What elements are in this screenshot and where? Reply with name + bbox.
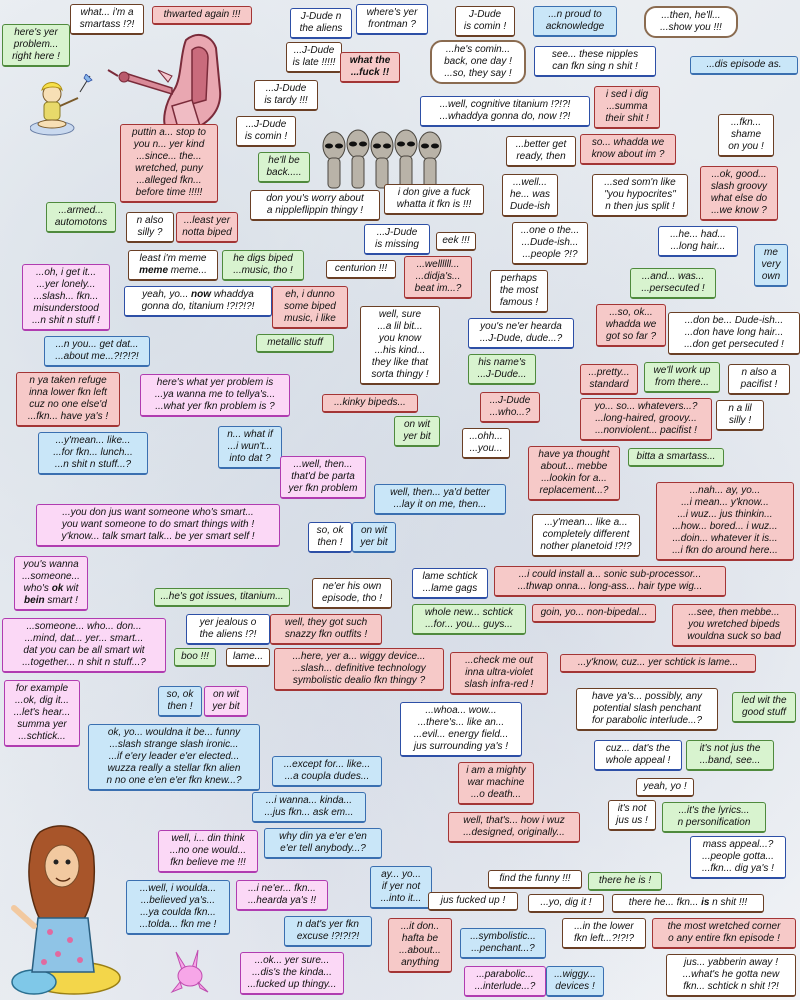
speech-bubble: ...someone... who... don... ...mind, dat... yer... smart... dat you can be all smart wit ...together... n shit n stuff...? <box>2 618 166 673</box>
speech-bubble: ...don be... Dude-ish... ...don have long hair... ...don get persecuted ! <box>668 312 800 355</box>
speech-bubble: ...y'mean... like a... completely different nother planetoid !?!? <box>532 514 640 557</box>
speech-bubble: ...pretty... standard <box>580 364 638 395</box>
speech-bubble: ...J-Dude is late !!!!! <box>286 42 342 73</box>
speech-bubble: ok, yo... wouldna it be... funny ...slash strange slash ironic... ...if e'ery leader e'er elected... wuzza really a stellar fkn alien n no one e'en e'er fkn knew...? <box>88 724 260 791</box>
speech-bubble: boo !!! <box>174 648 216 667</box>
speech-bubble: ...i could install a... sonic sub-processor... ...thwap onna... long-ass... hair type wig... <box>494 566 726 597</box>
speech-bubble: n also silly ? <box>126 212 174 243</box>
speech-bubble: jus fucked up ! <box>428 892 518 911</box>
speech-bubble: have ya's... possibly, any potential slash penchant for parabolic interlude...? <box>576 688 718 731</box>
speech-bubble: ...wiggy... devices ! <box>546 966 604 997</box>
speech-bubble: i sed i dig ...summa their shit ! <box>594 86 660 129</box>
speech-bubble: bitta a smartass... <box>628 448 724 467</box>
speech-bubble: so... whadda we know about im ? <box>580 134 676 165</box>
speech-bubble: well, sure ...a lil bit... you know ...his kind... they like that sorta thingy ! <box>360 306 440 385</box>
speech-bubble: ...in the lower fkn left...?!?!? <box>562 918 646 949</box>
speech-bubble: ...yo, dig it ! <box>528 894 604 913</box>
speech-bubble: ...oh, i get it... ...yer lonely... ...slash... fkn... misunderstood ...n shit n stuff ! <box>22 264 110 331</box>
speech-bubble: n dat's yer fkn excuse !?!?!?! <box>284 916 372 947</box>
speech-bubble: what the ...fuck !! <box>340 52 400 83</box>
speech-bubble: ...parabolic... ...interlude...? <box>464 966 546 997</box>
speech-bubble: have ya thought about... mebbe ...lookin for a... replacement...? <box>528 446 620 501</box>
speech-bubble: ...you don jus want someone who's smart... you want someone to do smart things with ! y'know... talk smart talk... be yer smart self ! <box>36 504 280 547</box>
speech-bubble: ...and... was... ...persecuted ! <box>630 268 716 299</box>
long-haired-dude-figure <box>4 822 128 1000</box>
speech-bubble: he digs biped ...music, tho ! <box>222 250 304 281</box>
speech-bubble: lame schtick ...lame gags <box>412 568 488 599</box>
speech-bubble: mass appeal...? ...people gotta... ...fkn... dig ya's ! <box>690 836 786 879</box>
speech-bubble: ...ok, good... slash groovy what else do ...we know ? <box>700 166 778 221</box>
pink-bunny-figure <box>168 948 216 994</box>
speech-bubble: ...least yer notta biped <box>176 212 238 243</box>
speech-bubble: for example ...ok, dig it... ...let's hear... summa yer ...schtick... <box>4 680 80 747</box>
speech-bubble: ne'er his own episode, tho ! <box>312 578 392 609</box>
speech-bubble: ...whoa... wow... ...there's... like an... ...evil... energy field... jus surrounding ya's ! <box>400 702 522 757</box>
blonde-meditating-figure <box>30 74 114 144</box>
speech-bubble: well, i... din think ...no one would... fkn believe me !!! <box>158 830 258 873</box>
speech-bubble: on wit yer bit <box>352 522 396 553</box>
speech-bubble: eh, i dunno some biped music, i like <box>272 286 348 329</box>
speech-bubble: ...except for... like... ...a coupla dudes... <box>272 756 382 787</box>
speech-bubble: ...J-Dude is missing <box>364 224 430 255</box>
speech-bubble: what... i'm a smartass !?! <box>70 4 144 35</box>
speech-bubble: cuz... dat's the whole appeal ! <box>594 740 682 771</box>
speech-bubble: least i'm meme meme meme... <box>128 250 218 281</box>
speech-bubble: here's yer problem... right here ! <box>2 24 70 67</box>
speech-bubble: me very own <box>754 244 788 287</box>
speech-bubble: well, then... ya'd better ...lay it on me, then... <box>374 484 506 515</box>
speech-bubble: on wit yer bit <box>394 416 440 447</box>
speech-bubble: ...kinky bipeds... <box>322 394 418 413</box>
speech-bubble: ...it don.. hafta be ...about... anything <box>388 918 452 973</box>
speech-bubble: it's not jus us ! <box>608 800 656 831</box>
speech-bubble: ...here, yer a... wiggy device... ...slash... definitive technology symbolistic dealio fkn thingy ? <box>274 648 444 691</box>
speech-bubble: there he... fkn... is n shit !!! <box>612 894 764 913</box>
speech-bubble: well, they got such snazzy fkn outfits ! <box>270 614 382 645</box>
speech-bubble: thwarted again !!! <box>152 6 252 25</box>
speech-bubble: whole new... schtick ...for... you... guys... <box>412 604 526 635</box>
speech-bubble: ...y'mean... like... ...for fkn... lunch... ...n shit n stuff...? <box>38 432 148 475</box>
speech-bubble: ...y'know, cuz... yer schtick is lame... <box>560 654 756 673</box>
speech-bubble: his name's ...J-Dude... <box>468 354 536 385</box>
speech-bubble: there he is ! <box>588 872 662 891</box>
speech-bubble: i am a mighty war machine ...o death... <box>458 762 534 805</box>
speech-bubble: ...he's comin... back, one day ! ...so, they say ! <box>430 40 526 84</box>
speech-bubble: lame... <box>226 648 270 667</box>
speech-bubble: where's yer frontman ? <box>356 4 428 35</box>
speech-bubble: ...well, i woulda... ...believed ya's... ...ya coulda fkn... ...tolda... fkn me ! <box>126 880 230 935</box>
speech-bubble: yo... so... whatevers...? ...long-haired, groovy... ...nonviolent... pacifist ! <box>580 398 712 441</box>
speech-bubble: it's not jus the ...band, see... <box>686 740 774 771</box>
speech-bubble: ...so, ok... whadda we got so far ? <box>596 304 666 347</box>
speech-bubble: centurion !!! <box>326 260 396 279</box>
speech-bubble: the most wretched corner o any entire fkn episode ! <box>652 918 796 949</box>
speech-bubble: ...it's the lyrics... n personification <box>662 802 766 833</box>
speech-bubble: ...check me out inna ultra-violet slash infra-red ! <box>450 652 548 695</box>
speech-bubble: yeah, yo ! <box>636 778 694 797</box>
speech-bubble: yer jealous o the aliens !?! <box>186 614 270 645</box>
speech-bubble: goin, yo... non-bipedal... <box>532 604 656 623</box>
speech-bubble: ...then, he'll... ...show you !!! <box>644 6 738 38</box>
speech-bubble: ...ohh... ...you... <box>462 428 510 459</box>
speech-bubble: here's what yer problem is ...ya wanna me to tellya's... ...what yer fkn problem is ? <box>140 374 290 417</box>
speech-bubble: ay... yo... if yer not ...into it... <box>370 866 432 909</box>
speech-bubble: ...J-Dude ...who...? <box>480 392 540 423</box>
speech-bubble: ...well, cognitive titanium !?!?! ...whaddya gonna do, now !?! <box>420 96 590 127</box>
speech-bubble: J-Dude is comin ! <box>455 6 515 37</box>
speech-bubble: ...wellllll... ...didja's... beat im...? <box>404 256 472 299</box>
speech-bubble: ...fkn... shame on you ! <box>718 114 774 157</box>
speech-bubble: we'll work up from there... <box>644 362 720 393</box>
speech-bubble: ...ok... yer sure... ...dis's the kinda... ...fucked up thingy... <box>240 952 344 995</box>
speech-bubble: ...J-Dude is comin ! <box>236 116 296 147</box>
speech-bubble: ...well, then... that'd be parta yer fkn problem <box>280 456 366 499</box>
speech-bubble: well, that's... how i wuz ...designed, originally... <box>448 812 580 843</box>
speech-bubble: ...n proud to acknowledge <box>533 6 617 37</box>
speech-bubble: ...n you... get dat... ...about me...?!?!?! <box>44 336 150 367</box>
speech-bubble: puttin a... stop to you n... yer kind ...since... the... wretched, puny ...alleged fkn... before time !!!!! <box>120 124 218 203</box>
speech-bubble: ...J-Dude is tardy !!! <box>254 80 318 111</box>
speech-bubble: perhaps the most famous ! <box>490 270 548 313</box>
speech-bubble: ...nah... ay, yo... ...i mean... y'know... ...i wuz... jus thinkin... ...how... bored... i wuz... ...doin... whatever it is... ...i fkn do around here... <box>656 482 794 561</box>
speech-bubble: ...i ne'er... fkn... ...hearda ya's !! <box>236 880 328 911</box>
speech-bubble: see... these nipples can fkn sing n shit ! <box>534 46 656 77</box>
speech-bubble: ...he... had... ...long hair... <box>658 226 738 257</box>
speech-bubble: ...armed... automotons <box>46 202 116 233</box>
speech-bubble: ...symbolistic... ...penchant...? <box>460 928 546 959</box>
speech-bubble: find the funny !!! <box>488 870 582 889</box>
speech-bubble: ...well... he... was Dude-ish <box>502 174 558 217</box>
speech-bubble: n ya taken refuge inna lower fkn left cuz no one else'd ...fkn... have ya's ! <box>16 372 120 427</box>
speech-bubble: n also a pacifist ! <box>728 364 790 395</box>
speech-bubble: led wit the good stuff <box>732 692 796 723</box>
speech-bubble: jus... yabberin away ! ...what's he gotta new fkn... schtick n shit !?! <box>666 954 796 997</box>
speech-bubble: you's ne'er hearda ...J-Dude, dude...? <box>468 318 574 349</box>
speech-bubble: he'll be back..... <box>258 152 310 183</box>
speech-bubble: yeah, yo... now whaddya gonna do, titanium !?!?!?! <box>124 286 272 317</box>
speech-bubble: n a lil silly ! <box>716 400 764 431</box>
speech-bubble: on wit yer bit <box>204 686 248 717</box>
speech-bubble: why din ya e'er e'en e'er tell anybody...? <box>264 828 382 859</box>
speech-bubble: ...see, then mebbe... you wretched bipeds wouldna suck so bad <box>672 604 796 647</box>
speech-bubble: so, ok then ! <box>158 686 202 717</box>
speech-bubble: ...sed som'n like "you hypocrites" n then jus split ! <box>592 174 688 217</box>
speech-bubble: J-Dude n the aliens <box>290 8 352 39</box>
speech-bubble: don you's worry about a nippleflippin thingy ! <box>250 190 380 221</box>
speech-bubble: ...he's got issues, titanium... <box>154 588 290 607</box>
speech-bubble: ...one o the... ...Dude-ish... ...people ?!? <box>512 222 588 265</box>
speech-bubble: ...i wanna... kinda... ...jus fkn... ask em... <box>252 792 366 823</box>
speech-bubble: i don give a fuck whatta it fkn is !!! <box>384 184 484 215</box>
speech-bubble: ...dis episode as. <box>690 56 798 75</box>
speech-bubble: so, ok then ! <box>308 522 352 553</box>
speech-bubble: n... what if ...i wun't... into dat ? <box>218 426 282 469</box>
speech-bubble: ...better get ready, then <box>506 136 576 167</box>
speech-bubble: eek !!! <box>436 232 476 251</box>
speech-bubble: metallic stuff <box>256 334 334 353</box>
speech-bubble: you's wanna ...someone... who's ok wit bein smart ! <box>14 556 88 611</box>
grey-aliens-group <box>318 128 458 190</box>
